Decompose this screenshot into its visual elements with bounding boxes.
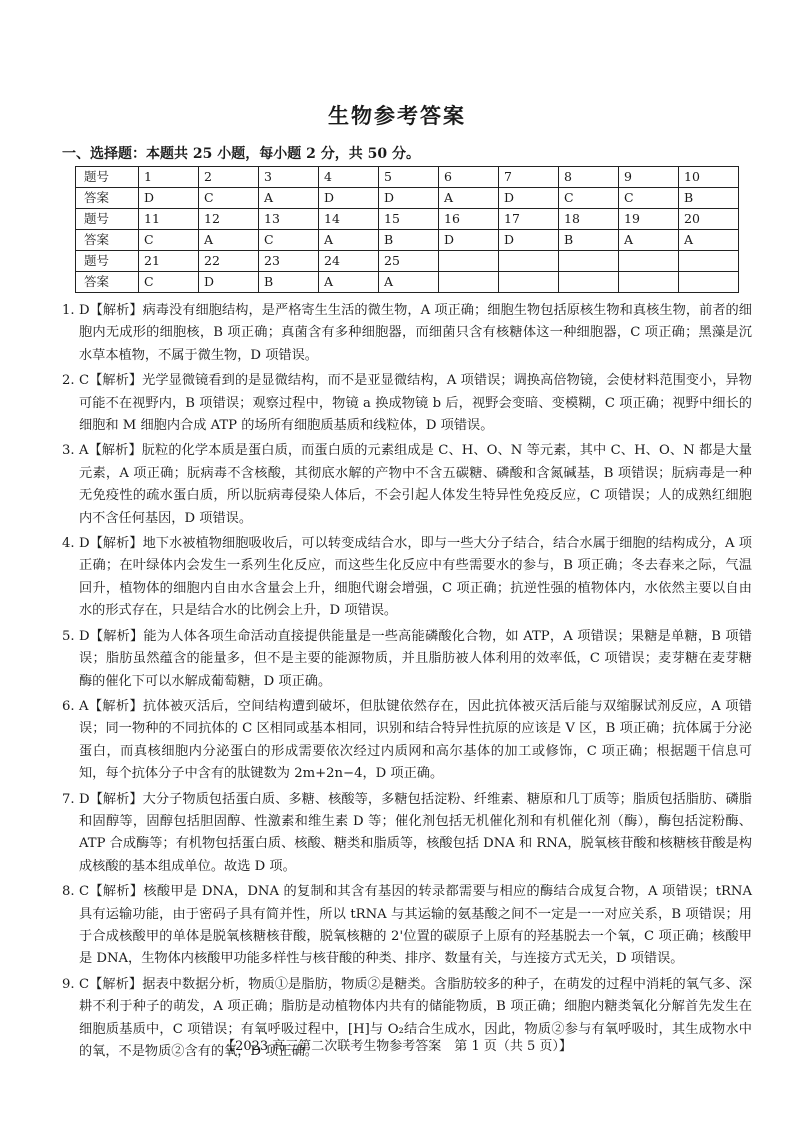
- table-cell: 20: [679, 209, 739, 230]
- table-cell: 15: [379, 209, 439, 230]
- table-row: [76, 167, 739, 188]
- answer-number: 6.: [62, 698, 75, 714]
- table-cell: 21: [139, 251, 199, 272]
- table-row: [76, 188, 739, 209]
- table-cell: D: [319, 188, 379, 209]
- table-cell: [619, 251, 679, 272]
- answer-item: [62, 300, 752, 367]
- answer-number: 9.: [62, 976, 75, 992]
- table-cell: 11: [139, 209, 199, 230]
- table-cell: C: [259, 230, 319, 251]
- table-cell: [499, 251, 559, 272]
- answer-number: 2.: [62, 373, 75, 389]
- answer-text: D【解析】大分子物质包括蛋白质、多糖、核酸等，多糖包括淀粉、纤维素、糖原和几丁质等；脂质包括脂肪、磷脂和固醇等，固醇包括胆固醇、性激素和维生素 D 等；催化剂包括无机催化剂和有机催化剂（酶），酶包括淀粉酶、ATP 合成酶等；有机物包括蛋白质、核酸、糖类和脂质等，核酸包括 DNA 和 RNA，脱氧核苷酸和核糖核苷酸是构成核酸的基本组成单位。故选 D 项。: [79, 791, 752, 874]
- answer-text: A【解析】抗体被灭活后，空间结构遭到破坏，但肽键依然存在，因此抗体被灭活后能与双缩脲试剂反应，A 项错误；同一物种的不同抗体的 C 区相同或基本相同，识别和结合特异性抗原的应该是 V 区，B 项正确；抗体属于分泌蛋白，而真核细胞内分泌蛋白的形成需要依次经过内质网和高尔基体的加工或修饰，C 项正确；根据题干信息可知，每个抗体分子中含有的肽键数为 2m+2n−4，D 项正确。: [79, 698, 752, 782]
- section-heading: 一、选择题：本题共 25 小题，每小题 2 分，共 50 分。: [62, 146, 420, 162]
- table-cell: C: [199, 188, 259, 209]
- answer-text: C【解析】据表中数据分析，物质①是脂肪，物质②是糖类。含脂肪较多的种子，在萌发的过程中消耗的氧气多、深耕不利于种子的萌发，A 项正确；脂肪是动植物体内共有的储能物质，B 项正确；细胞内糖类氧化分解首先发生在细胞质基质中，C 项错误；有氧呼吸过程中，[H]与 O₂结合生成水，因此，物质②参与有氧呼吸时，其生成物水中的氧，不是物质②含有的氧，D 项正确。: [79, 976, 752, 1059]
- table-row: [76, 209, 739, 230]
- table-cell: 1: [139, 167, 199, 188]
- answer-item: [62, 626, 752, 693]
- table-cell: 5: [379, 167, 439, 188]
- answer-item: [62, 440, 752, 530]
- table-cell: A: [199, 230, 259, 251]
- table-cell: 8: [559, 167, 619, 188]
- table-cell: D: [139, 188, 199, 209]
- table-cell: 25: [379, 251, 439, 272]
- table-cell: 14: [319, 209, 379, 230]
- table-cell: C: [559, 188, 619, 209]
- answer-number: 1.: [62, 303, 75, 318]
- table-cell: D: [499, 188, 559, 209]
- table-cell: 17: [499, 209, 559, 230]
- answer-item: [62, 370, 752, 437]
- table-cell: [619, 272, 679, 293]
- answer-text: C【解析】光学显微镜看到的是显微结构，而不是亚显微结构，A 项错误；调换高倍物镜，会使材料范围变小，异物可能不在视野内，B 项错误；观察过程中，物镜 a 换成物镜 b 后，视野会变暗、变模糊，C 项正确；视野中细长的细胞和 M 细胞内合成 ATP 的场所有细胞质基质和线粒体，D 项错误。: [79, 373, 752, 434]
- table-cell: 10: [679, 167, 739, 188]
- table-cell: 3: [259, 167, 319, 188]
- table-cell: [679, 272, 739, 293]
- table-cell: 7: [499, 167, 559, 188]
- table-cell: [679, 251, 739, 272]
- table-cell: B: [259, 272, 319, 293]
- table-cell: 9: [619, 167, 679, 188]
- table-cell: 2: [199, 167, 259, 188]
- answer-item: [62, 881, 752, 971]
- table-cell: [499, 272, 559, 293]
- table-row: [76, 251, 739, 272]
- table-cell: [559, 272, 619, 293]
- answer-number: 4.: [62, 536, 75, 552]
- table-cell: D: [499, 230, 559, 251]
- table-cell: A: [319, 272, 379, 293]
- answer-text: D【解析】病毒没有细胞结构，是严格寄生生活的微生物，A 项正确；细胞生物包括原核生物和真核生物，前者的细胞内无成形的细胞核，B 项正确；真菌含有多种细胞器，而细菌只含有核糖体这一种细胞器，C 项正确；黑藻是沉水草本植物，不属于微生物，D 项错误。: [79, 303, 752, 363]
- table-cell: A: [319, 230, 379, 251]
- row-header-cell: 题号: [76, 209, 139, 230]
- table-cell: B: [679, 188, 739, 209]
- row-header-cell: 题号: [76, 251, 139, 272]
- table-cell: A: [439, 188, 499, 209]
- table-cell: 6: [439, 167, 499, 188]
- answer-item: [62, 533, 752, 623]
- answer-table: [75, 166, 739, 293]
- row-header-cell: 题号: [76, 167, 139, 188]
- answer-text: D【解析】地下水被植物细胞吸收后，可以转变成结合水，即与一些大分子结合，结合水属于细胞的结构成分，A 项正确；在叶绿体内会发生一系列生化反应，而这些生化反应中有些需要水的参与，B 项正确；冬去春来之际，气温回升，植物体的细胞内自由水含量会上升，细胞代谢会增强，C 项正确；抗逆性强的植物体内，水依然主要以自由水的形式存在，只是结合水的比例会上升，D 项错误。: [79, 536, 752, 619]
- table-cell: B: [379, 230, 439, 251]
- table-cell: C: [139, 230, 199, 251]
- table-cell: [559, 251, 619, 272]
- table-cell: [439, 251, 499, 272]
- table-cell: 12: [199, 209, 259, 230]
- table-cell: 4: [319, 167, 379, 188]
- answer-item: [62, 789, 752, 879]
- table-row: [76, 230, 739, 251]
- table-cell: 18: [559, 209, 619, 230]
- table-cell: 22: [199, 251, 259, 272]
- page-title: 生物参考答案: [328, 103, 466, 128]
- table-cell: D: [439, 230, 499, 251]
- row-header-cell: 答案: [76, 230, 139, 251]
- answer-explanations: [62, 300, 752, 1066]
- table-cell: 13: [259, 209, 319, 230]
- table-cell: 24: [319, 251, 379, 272]
- answer-text: C【解析】核酸甲是 DNA，DNA 的复制和其含有基因的转录都需要与相应的酶结合成复合物，A 项错误；tRNA 具有运输功能，由于密码子具有简并性，所以 tRNA 与其运输的氨基酸之间不一定是一一对应关系，B 项错误；用于合成核酸甲的单体是脱氧核糖核苷酸，脱氧核糖的 2'位置的碳原子上原有的羟基脱去一个氧，C 项正确；核酸甲是 DNA，生物体内核酸甲功能多样性与核苷酸的种类、排序、数量有关，与连接方式无关，D 项错误。: [79, 884, 752, 967]
- table-cell: 23: [259, 251, 319, 272]
- table-cell: A: [679, 230, 739, 251]
- row-header-cell: 答案: [76, 272, 139, 293]
- table-cell: B: [559, 230, 619, 251]
- table-cell: [439, 272, 499, 293]
- answer-number: 3.: [62, 443, 75, 459]
- page-footer: 【2023 高三第二次联考生物参考答案 第 1 页（共 5 页）】: [222, 1039, 572, 1054]
- answer-text: A【解析】朊粒的化学本质是蛋白质，而蛋白质的元素组成是 C、H、O、N 等元素，其中 C、H、O、N 都是大量元素，A 项正确；朊病毒不含核酸，其彻底水解的产物中不含五碳糖、磷酸和含氮碱基，B 项错误；朊病毒是一种无免疫性的疏水蛋白质，所以朊病毒侵染人体后，不会引起人体发生特异性免疫反应，C 项错误；人的成熟红细胞内不含任何基因，D 项错误。: [79, 443, 752, 526]
- table-row: [76, 272, 739, 293]
- row-header-cell: 答案: [76, 188, 139, 209]
- table-cell: D: [379, 188, 439, 209]
- table-cell: D: [199, 272, 259, 293]
- table-cell: 19: [619, 209, 679, 230]
- table-cell: A: [259, 188, 319, 209]
- table-cell: C: [139, 272, 199, 293]
- table-cell: A: [379, 272, 439, 293]
- answer-number: 5.: [62, 628, 75, 644]
- answer-number: 8.: [62, 884, 75, 900]
- answer-item: [62, 696, 752, 786]
- table-cell: C: [619, 188, 679, 209]
- answer-text: D【解析】能为人体各项生命活动直接提供能量是一些高能磷酸化合物，如 ATP，A 项错误；果糖是单糖，B 项错误；脂肪虽然蕴含的能量多，但不是主要的能源物质，并且脂肪被人体利用的效率低，C 项错误；麦芽糖在麦芽糖酶的催化下可以水解成葡萄糖，D 项正确。: [79, 628, 752, 689]
- answer-number: 7.: [62, 791, 75, 807]
- table-cell: 16: [439, 209, 499, 230]
- table-cell: A: [619, 230, 679, 251]
